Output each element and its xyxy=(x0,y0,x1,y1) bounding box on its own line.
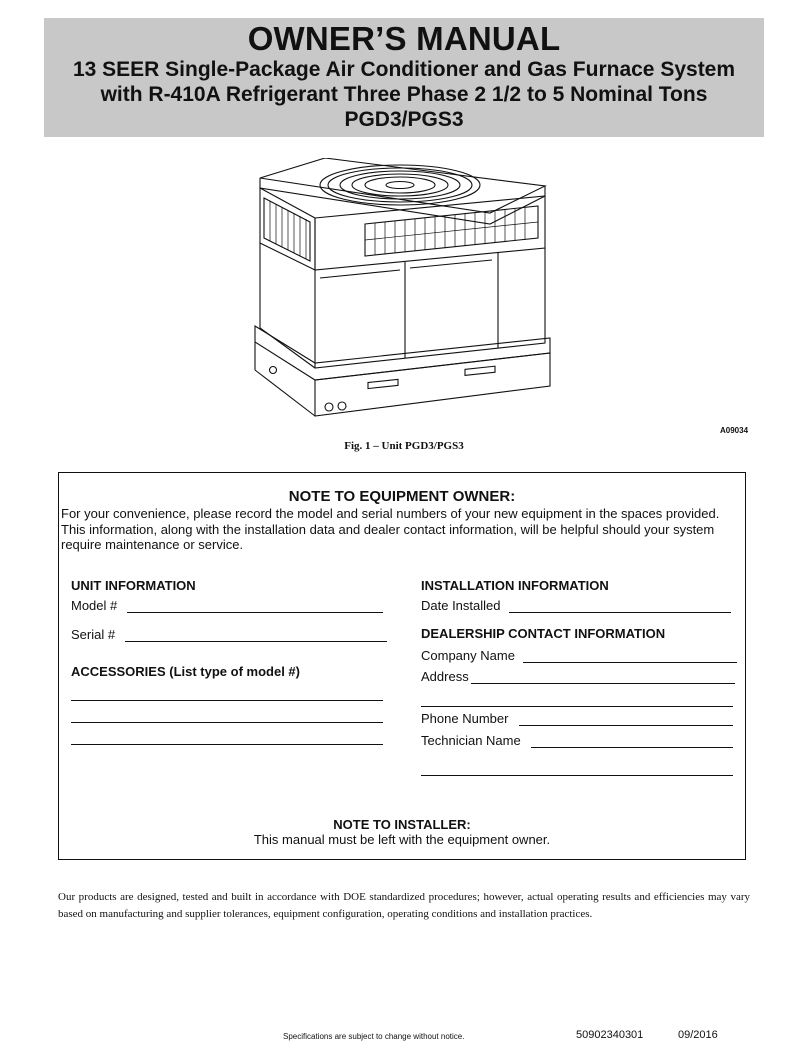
serial-field[interactable] xyxy=(125,641,387,642)
technician-name-label: Technician Name xyxy=(421,733,521,748)
figure-caption: Fig. 1 – Unit PGD3/PGS3 xyxy=(344,440,464,452)
extra-contact-field[interactable] xyxy=(421,775,733,776)
dealership-heading: DEALERSHIP CONTACT INFORMATION xyxy=(421,626,666,641)
footer-spec-note: Specifications are subject to change without notice. xyxy=(283,1032,465,1041)
disclaimer-paragraph: Our products are designed, tested and built in accordance with DOE standardized procedures; however, actual operating results and efficiencies may vary based on manufacturing and supplier tolerances, equipment configuration, operating conditions and installation practices. xyxy=(58,891,750,920)
serial-label: Serial # xyxy=(71,627,116,642)
page-title: OWNER’S MANUAL xyxy=(247,20,561,57)
footer-doc-number: 50902340301 xyxy=(576,1029,644,1041)
note-intro: For your convenience, please record the model and serial numbers of your new equipment in the spaces provided. This information, along with the installation data and dealer contact information, will be helpful should your system require maintenance or service. xyxy=(61,506,720,552)
accessory-field-2[interactable] xyxy=(71,722,383,723)
date-installed-field[interactable] xyxy=(509,612,731,613)
technician-name-field[interactable] xyxy=(531,747,733,748)
accessory-field-3[interactable] xyxy=(71,744,383,745)
accessories-heading: ACCESSORIES (List type of model #) xyxy=(71,664,300,679)
note-title: NOTE TO EQUIPMENT OWNER: xyxy=(288,488,516,505)
installer-note-title: NOTE TO INSTALLER: xyxy=(333,817,471,832)
phone-number-label: Phone Number xyxy=(421,711,509,726)
company-name-field[interactable] xyxy=(523,662,737,663)
address-field[interactable] xyxy=(471,683,735,684)
subtitle-line-1: 13 SEER Single-Package Air Conditioner and Gas Furnace System xyxy=(72,58,736,81)
subtitle-line-2: with R-410A Refrigerant Three Phase 2 1/2 to 5 Nominal Tons xyxy=(100,83,708,106)
header-band xyxy=(44,18,764,137)
footer-date: 09/2016 xyxy=(678,1029,718,1041)
phone-number-field[interactable] xyxy=(519,725,733,726)
base-rail xyxy=(255,326,550,380)
accessory-field-1[interactable] xyxy=(71,700,383,701)
installation-information-heading: INSTALLATION INFORMATION xyxy=(421,578,609,593)
installer-note-text: This manual must be left with the equipment owner. xyxy=(253,832,551,847)
owner-note-box xyxy=(58,472,746,860)
unit-illustration xyxy=(240,158,560,428)
model-field[interactable] xyxy=(127,612,383,613)
address-label: Address xyxy=(421,669,469,684)
address-field-2[interactable] xyxy=(421,706,733,707)
company-name-label: Company Name xyxy=(421,648,515,663)
figure-code: A09034 xyxy=(720,426,749,435)
model-line: PGD3/PGS3 xyxy=(344,108,464,131)
model-label: Model # xyxy=(71,598,118,613)
date-installed-label: Date Installed xyxy=(421,598,501,613)
unit-information-heading: UNIT INFORMATION xyxy=(71,578,196,593)
